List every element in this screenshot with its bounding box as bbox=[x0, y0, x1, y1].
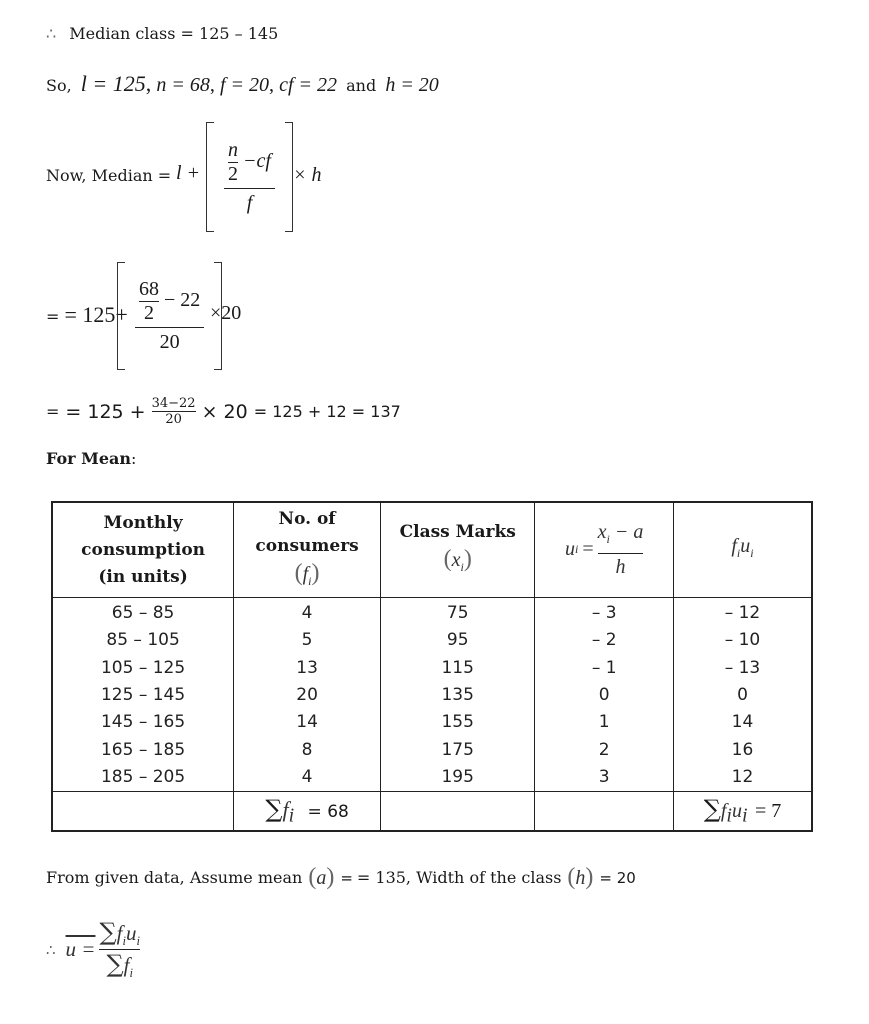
minus-22: − 22 bbox=[164, 288, 201, 311]
cell-fiui: 14 bbox=[673, 709, 812, 736]
cell-class-mark: 95 bbox=[380, 627, 535, 654]
cell-ui: 3 bbox=[535, 764, 674, 792]
minus-cf-term: −cf bbox=[243, 149, 271, 172]
sum-fi-cell: $\sum f_i = 68$ bbox=[234, 792, 381, 832]
header-fiui: $f_iu_i$ bbox=[673, 502, 812, 598]
n-term: n bbox=[228, 138, 238, 161]
cell-frequency: 8 bbox=[234, 736, 381, 763]
sigma-icon: ∑ bbox=[265, 794, 283, 823]
median-formula-lhs: l + bbox=[176, 162, 201, 184]
cell-class-mark: 135 bbox=[380, 682, 535, 709]
cell-class-mark: 115 bbox=[380, 655, 535, 682]
median-formula-fraction bbox=[224, 139, 275, 216]
footer-empty-3 bbox=[535, 792, 674, 832]
ubar-formula: ∴ u = $\frac{\sum f_iu_i}{\sum f_i}$ bbox=[46, 918, 140, 981]
cell-frequency: 13 bbox=[234, 655, 381, 682]
times-20: ×20 bbox=[210, 302, 242, 324]
cell-fiui: 16 bbox=[673, 736, 812, 763]
ubar-fraction: $\frac{\sum f_iu_i}{\sum f_i}$ bbox=[99, 918, 140, 981]
median-formula-bracket bbox=[206, 122, 293, 232]
assumed-mean-symbol: a bbox=[316, 867, 327, 889]
table-row bbox=[52, 709, 812, 736]
substituted-formula-lhs: = = 125+ bbox=[46, 302, 128, 327]
cell-class-interval: 105 – 125 bbox=[52, 655, 234, 682]
given-values-line: So, l = 125, n = 68, f = 20, cf = 22 and h = 20 bbox=[46, 71, 439, 96]
cell-fiui: – 12 bbox=[673, 598, 812, 628]
so-label: So, bbox=[46, 76, 72, 95]
substituted-fraction bbox=[135, 278, 204, 355]
f-term: f bbox=[246, 192, 253, 215]
median-class-line bbox=[46, 24, 278, 43]
table-row bbox=[52, 682, 812, 709]
cell-frequency: 4 bbox=[234, 598, 381, 628]
cell-class-mark: 75 bbox=[380, 598, 535, 628]
cell-ui: 0 bbox=[535, 682, 674, 709]
cell-fiui: 12 bbox=[673, 764, 812, 792]
cell-class-interval: 65 – 85 bbox=[52, 598, 234, 628]
mean-heading: For Mean: bbox=[46, 449, 137, 468]
cell-class-mark: 195 bbox=[380, 764, 535, 792]
therefore-symbol: ∴ bbox=[46, 24, 57, 43]
value-h: h = 20 bbox=[385, 74, 439, 96]
assumption-line: From given data, Assume mean (a) = = 135, Width of the class (h) = 20 bbox=[46, 864, 636, 890]
cell-class-interval: 125 – 145 bbox=[52, 682, 234, 709]
cell-class-interval: 165 – 185 bbox=[52, 736, 234, 763]
and-label: and bbox=[346, 76, 377, 95]
cell-ui: – 3 bbox=[535, 598, 674, 628]
cell-fiui: 0 bbox=[673, 682, 812, 709]
cell-fiui: – 13 bbox=[673, 655, 812, 682]
table-row bbox=[52, 736, 812, 763]
footer-empty-2 bbox=[380, 792, 535, 832]
cell-fiui: – 10 bbox=[673, 627, 812, 654]
two-term: 2 bbox=[228, 162, 238, 185]
table-row bbox=[52, 627, 812, 654]
cell-frequency: 5 bbox=[234, 627, 381, 654]
table-row bbox=[52, 764, 812, 792]
times-h: × h bbox=[293, 164, 322, 186]
table-row bbox=[52, 598, 812, 628]
cell-class-interval: 185 – 205 bbox=[52, 764, 234, 792]
median-result-value: = 125 + 12 = 137 bbox=[253, 402, 401, 421]
cell-frequency: 4 bbox=[234, 764, 381, 792]
result-fraction: 34−22 20 bbox=[151, 396, 196, 427]
cell-class-mark: 175 bbox=[380, 736, 535, 763]
table-row bbox=[52, 655, 812, 682]
table-header-row bbox=[52, 502, 812, 598]
cell-class-interval: 85 – 105 bbox=[52, 627, 234, 654]
cell-ui: – 1 bbox=[535, 655, 674, 682]
cell-frequency: 20 bbox=[234, 682, 381, 709]
table-footer-row bbox=[52, 792, 812, 832]
footer-empty-1 bbox=[52, 792, 234, 832]
value-f: f = 20 bbox=[219, 74, 269, 96]
u-bar: u = bbox=[65, 937, 96, 962]
median-result-line: = = 125 + 34−22 20 × 20 = 125 + 12 = 137 bbox=[46, 396, 401, 427]
twenty: 20 bbox=[159, 331, 180, 354]
cell-class-mark: 155 bbox=[380, 709, 535, 736]
value-l: l = 125 bbox=[80, 71, 146, 96]
value-n: n = 68 bbox=[156, 74, 210, 96]
class-width-symbol: h bbox=[575, 867, 586, 889]
substituted-bracket bbox=[117, 262, 222, 370]
sum-fiui-cell: $\sum f_iu_i = 7$ bbox=[673, 792, 812, 832]
header-no-of-consumers: No. of consumers $(f_i)$ bbox=[234, 502, 381, 598]
header-monthly-consumption: Monthly consumption (in units) bbox=[52, 502, 234, 598]
cell-class-interval: 145 – 165 bbox=[52, 709, 234, 736]
sixty-eight: 68 bbox=[139, 277, 159, 300]
header-ui-formula: u i = $\frac{x_i - a}{h}$ bbox=[535, 502, 674, 598]
frequency-table bbox=[51, 501, 813, 832]
cell-ui: 1 bbox=[535, 709, 674, 736]
median-formula-label: Now, Median = bbox=[46, 166, 172, 185]
sigma-icon: ∑ bbox=[703, 794, 721, 823]
value-cf: cf = 22 bbox=[279, 74, 338, 96]
cell-ui: – 2 bbox=[535, 627, 674, 654]
median-class-text: Median class = 125 – 145 bbox=[69, 24, 279, 43]
cell-ui: 2 bbox=[535, 736, 674, 763]
cell-frequency: 14 bbox=[234, 709, 381, 736]
two: 2 bbox=[144, 301, 154, 324]
header-class-marks: Class Marks $(x_i)$ bbox=[380, 502, 535, 598]
